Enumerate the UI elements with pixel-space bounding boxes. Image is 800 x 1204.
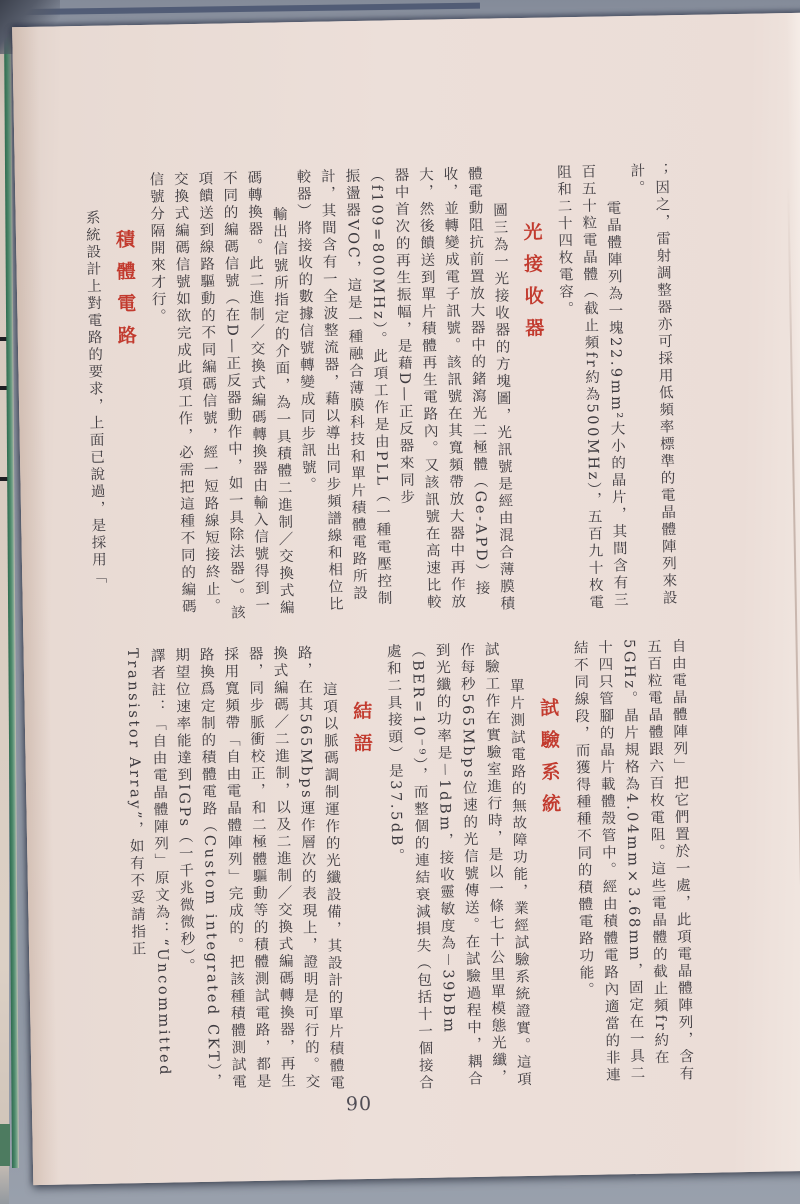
text-block-bottom: [26, 638, 698, 1110]
cover-shadow-line: [0, 3, 480, 16]
paragraph: 這項以脈碼調制運作的光纖設備，其設計的單片積體電路，在其565Mbps運作層次的表現上，證明是可行的。交換式編碼／二進制，以及二進制／交換式編碼轉換器，再生器，同步脈衝校正，和二極體驅動等的積體測試電路，都是採用寬頻帶「自由電晶體陣列」完成的。把該種積體測試電路換爲定制的積體電路（Custom integrated CKT），期望位速率能達到IGPs（一千兆微微秒）。: [173, 644, 345, 1093]
book-page: [12, 13, 800, 1185]
paragraph: 圖三為一光接收器的方塊圖，光訊號是經由混合薄膜積體電動阻抗前置放大器中的鍺瀉光二極體（Ge-APD）接收，並轉變成電子訊號。該訊號在其寬頻帶放大器中再作放大，然後饋送到單片積體再生電路內。又該訊號在高速比較器中首次的再生振幅，是藉D—正反器來同步（f109=800MHz）。此項工作是由PLL（一種電壓控制振盪器VOC，這是一種融合薄膜科技和單片積體電路所設計，其間含有一全波整流器，藉以導出同步頻譜線和相位比較器）將接收的數據信號轉變成同步訊號。: [294, 165, 515, 614]
cover-corner-green: [0, 1124, 10, 1166]
section-heading-integrated-circuit: 積體電路: [112, 229, 138, 358]
section-heading-conclusion: 結語: [350, 700, 374, 766]
text-block-top: [18, 162, 681, 626]
section-heading-test-system: 試驗系統: [537, 697, 562, 826]
paragraph: 自由電晶體陣列」把它們置於一處，此項電晶體陣列，含有五百粒電晶體跟六百枚電阻。這些電晶體的截止頻fr約在5GHz。晶片規格為4.04mm×3.68mm，固定在一具二十四只管腳的晶片載體殼管中。經由積體電路內適當的非連結不同線段，而獲得種種不同的積體電路功能。: [571, 638, 694, 1085]
translator-note: 譯者註：「自由電晶體陣列」原文為：“Uncommitted Transistor Array”，如有不妥請指正: [124, 647, 173, 1078]
section-heading-optical-receiver: 光接收器: [520, 221, 545, 350]
paragraph: 單片測試電路的無故障功能，業經試驗系統證實。這項試驗工作在實驗室進行時，是以一條七十公里單模態光纖，作每秒565Mbps位速的光信號傳送。在試驗過程中，耦合到光纖的功率是－1dBm，接收靈敏度為－39bBm（BER=10⁻⁹），而整個的連結衰減損失（包括十一個接合處和二具接頭）是37.5dB。: [384, 641, 532, 1092]
paragraph: 電晶體陣列為一塊22.9mm²大小的晶片，其間含有三百五十粒電晶體（截止頻fr約為500MHz），五百九十枚電阻和二十四枚電容。: [554, 163, 628, 612]
paragraph: ；因之，雷射調整器亦可採用低頻率標準的電晶體陣列來設計。: [628, 162, 677, 608]
paragraph: 輸出信號所指定的介面，為一具積體二進制／交換式編碼轉換器。此二進制／交換式編碼轉換器由輸入信號得到一不同的編碼信號（在D—正反器動作中，如一具除法器）。該項饋送到線路驅動的不同編碼信號，經一短路線短接終止。交換式編碼信號如欲完成此項工作，必需把這種不同的編碼信號分隔開來才行。: [147, 169, 294, 622]
paragraph: 系統設計上對電路的要求，上面已說過，是採用「: [83, 209, 107, 587]
page-number: 90: [345, 1092, 373, 1116]
